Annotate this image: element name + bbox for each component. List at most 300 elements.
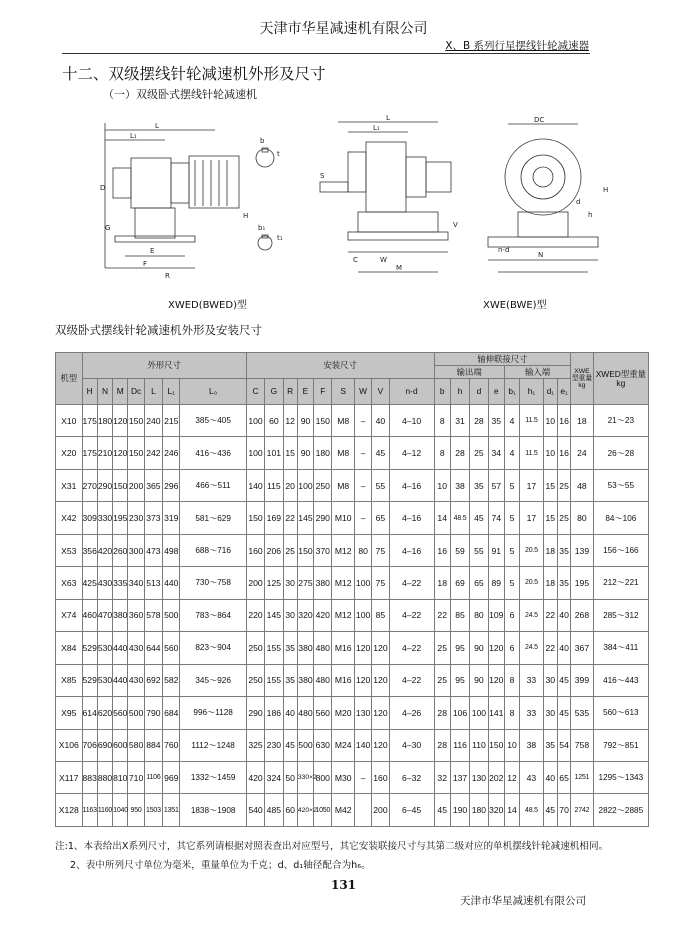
- note-2: 2、表中所列尺寸单位为毫米，重量单位为千克；d、d₁轴径配合为h₆。: [70, 860, 371, 871]
- table-cell: 2742: [571, 794, 593, 827]
- table-cell: 22: [434, 599, 450, 631]
- table-title: 双级卧式摆线针轮减速机外形及安装尺寸: [55, 323, 262, 337]
- table-cell: 10: [543, 405, 557, 437]
- table-cell: M16: [332, 632, 354, 664]
- table-cell: 380: [297, 664, 313, 696]
- table-cell: 25: [557, 502, 570, 534]
- svg-text:L: L: [155, 122, 159, 130]
- table-cell: 268: [571, 599, 593, 631]
- svg-text:d: d: [576, 198, 581, 206]
- section-title: 十二、双级摆线针轮减速机外形及尺寸: [62, 65, 326, 83]
- table-cell: 120: [372, 632, 389, 664]
- table-cell: 25: [470, 437, 488, 469]
- table-cell: 55: [372, 469, 389, 501]
- table-cell: 4–16: [389, 469, 434, 501]
- table-cell: 790: [144, 697, 162, 729]
- table-cell: 420: [97, 534, 112, 566]
- table-cell: 240: [144, 405, 162, 437]
- col-header: Dc: [128, 379, 144, 405]
- table-cell: 4–22: [389, 632, 434, 664]
- svg-text:H: H: [603, 186, 609, 194]
- table-cell: 45: [470, 502, 488, 534]
- table-cell: 100: [297, 469, 313, 501]
- table-cell: 35: [488, 405, 504, 437]
- table-cell: 370: [314, 534, 332, 566]
- table-cell: 8: [434, 437, 450, 469]
- table-row: [56, 729, 649, 761]
- table-cell: 84～106: [593, 502, 648, 534]
- table-cell: 430: [128, 664, 144, 696]
- table-cell: 200: [246, 567, 264, 599]
- table-cell: 20.5: [520, 567, 543, 599]
- table-cell: 16: [434, 534, 450, 566]
- table-cell: 560: [113, 697, 128, 729]
- col-header: G: [265, 379, 283, 405]
- table-cell: 69: [450, 567, 469, 599]
- svg-text:DC: DC: [534, 116, 545, 124]
- table-cell: 35: [470, 469, 488, 501]
- table-cell: 43: [520, 761, 543, 793]
- col-header: C: [246, 379, 264, 405]
- table-row: [56, 502, 649, 534]
- table-cell: 6: [504, 599, 519, 631]
- table-cell: 26～28: [593, 437, 648, 469]
- table-cell: 120: [354, 664, 371, 696]
- table-cell: 1160: [97, 794, 112, 827]
- table-cell: 150: [128, 405, 144, 437]
- table-cell: 230: [128, 502, 144, 534]
- table-cell: 22: [543, 632, 557, 664]
- table-cell: 180: [314, 437, 332, 469]
- table-cell: 1251: [571, 761, 593, 793]
- table-cell: 500: [297, 729, 313, 761]
- table-cell: 560: [314, 697, 332, 729]
- model-cell: X106: [56, 729, 83, 761]
- table-cell: 75: [372, 567, 389, 599]
- table-cell: 28: [434, 697, 450, 729]
- table-cell: 530: [97, 632, 112, 664]
- table-cell: 65: [372, 502, 389, 534]
- table-cell: 169: [265, 502, 283, 534]
- col-header: b: [434, 379, 450, 405]
- table-cell: 10: [434, 469, 450, 501]
- table-cell: 24: [571, 437, 593, 469]
- table-cell: 883: [82, 761, 97, 793]
- table-cell: M8: [332, 469, 354, 501]
- table-cell: 25: [434, 664, 450, 696]
- table-cell: 180: [97, 405, 112, 437]
- table-cell: 250: [246, 664, 264, 696]
- table-cell: 65: [470, 567, 488, 599]
- sub-title: （一）双级卧式摆线针轮减速机: [103, 88, 257, 101]
- table-cell: 690: [97, 729, 112, 761]
- svg-text:N: N: [538, 251, 544, 259]
- table-cell: 18: [543, 567, 557, 599]
- col-xwed-weight: XWED型重量kg: [593, 353, 648, 405]
- col-header: V: [372, 379, 389, 405]
- table-cell: 48.5: [450, 502, 469, 534]
- table-cell: 356: [82, 534, 97, 566]
- table-cell: 120: [488, 664, 504, 696]
- svg-text:W: W: [380, 256, 387, 264]
- table-cell: 130: [470, 761, 488, 793]
- table-cell: 320: [297, 599, 313, 631]
- company-footer: 天津市华星减速机有限公司: [460, 895, 586, 907]
- table-cell: 74: [488, 502, 504, 534]
- table-cell: 380: [314, 567, 332, 599]
- table-row: [56, 632, 649, 664]
- table-cell: 24.5: [520, 632, 543, 664]
- table-cell: 529: [82, 632, 97, 664]
- table-cell: –: [354, 761, 371, 793]
- table-cell: 684: [163, 697, 180, 729]
- table-cell: 24.5: [520, 599, 543, 631]
- svg-text:C: C: [353, 256, 358, 264]
- table-cell: 4–22: [389, 599, 434, 631]
- table-cell: 470: [97, 599, 112, 631]
- col-xwe-weight: XWE型重量kg: [571, 353, 593, 405]
- table-cell: 145: [297, 502, 313, 534]
- table-cell: 32: [434, 761, 450, 793]
- table-cell: 4–10: [389, 405, 434, 437]
- table-cell: 275: [297, 567, 313, 599]
- table-cell: 175: [82, 437, 97, 469]
- table-cell: 80: [354, 534, 371, 566]
- table-cell: 35: [557, 534, 570, 566]
- table-cell: 140: [246, 469, 264, 501]
- table-cell: 18: [571, 405, 593, 437]
- model-cell: X117: [56, 761, 83, 793]
- table-cell: [354, 794, 371, 827]
- table-cell: 12: [283, 405, 297, 437]
- table-row: [56, 567, 649, 599]
- table-cell: 200: [128, 469, 144, 501]
- table-cell: 644: [144, 632, 162, 664]
- table-cell: 513: [144, 567, 162, 599]
- table-cell: 45: [543, 794, 557, 827]
- table-cell: 466～511: [180, 469, 246, 501]
- table-cell: 384～411: [593, 632, 648, 664]
- table-cell: 20: [283, 469, 297, 501]
- model-cell: X42: [56, 502, 83, 534]
- table-cell: 106: [450, 697, 469, 729]
- table-cell: 190: [450, 794, 469, 827]
- table-cell: 45: [283, 729, 297, 761]
- table-cell: 120: [372, 664, 389, 696]
- table-cell: 195: [571, 567, 593, 599]
- table-cell: 33: [520, 697, 543, 729]
- col-header: d: [470, 379, 488, 405]
- table-cell: 1503: [144, 794, 162, 827]
- svg-text:t₁: t₁: [277, 234, 283, 242]
- table-cell: 160: [372, 761, 389, 793]
- table-row: [56, 534, 649, 566]
- table-cell: 320: [488, 794, 504, 827]
- table-cell: 5: [504, 469, 519, 501]
- table-cell: 60: [265, 405, 283, 437]
- table-cell: 155: [265, 664, 283, 696]
- table-cell: 45: [557, 664, 570, 696]
- table-cell: 140: [354, 729, 371, 761]
- table-cell: 430: [128, 632, 144, 664]
- table-cell: 1332～1459: [180, 761, 246, 793]
- table-cell: 150: [297, 534, 313, 566]
- col-header: N: [97, 379, 112, 405]
- table-cell: 220: [246, 599, 264, 631]
- table-cell: 90: [297, 437, 313, 469]
- table-cell: 4: [504, 405, 519, 437]
- group-shaft: 轴伸联接尺寸: [434, 353, 571, 366]
- svg-text:R: R: [165, 272, 170, 280]
- table-cell: 116: [450, 729, 469, 761]
- table-cell: 156～166: [593, 534, 648, 566]
- table-cell: 620: [97, 697, 112, 729]
- xwe-front-drawing: [478, 112, 613, 292]
- table-cell: 706: [82, 729, 97, 761]
- table-cell: 21～23: [593, 405, 648, 437]
- table-cell: 200: [372, 794, 389, 827]
- table-cell: 800: [314, 761, 332, 793]
- svg-text:b₁: b₁: [258, 224, 266, 232]
- table-cell: 430: [97, 567, 112, 599]
- svg-text:V: V: [453, 221, 458, 229]
- table-cell: 150: [113, 469, 128, 501]
- table-cell: 90: [470, 632, 488, 664]
- group-outer: 外形尺寸: [82, 353, 246, 379]
- table-cell: 45: [434, 794, 450, 827]
- table-cell: 12: [504, 761, 519, 793]
- xwe-side-drawing: [318, 112, 478, 292]
- table-cell: 4: [504, 437, 519, 469]
- table-cell: 109: [488, 599, 504, 631]
- table-cell: 17: [520, 502, 543, 534]
- table-cell: 420: [246, 761, 264, 793]
- table-cell: 59: [450, 534, 469, 566]
- col-header: h: [450, 379, 469, 405]
- table-cell: 85: [450, 599, 469, 631]
- table-cell: 57: [488, 469, 504, 501]
- table-cell: 8: [504, 664, 519, 696]
- table-cell: 996～1128: [180, 697, 246, 729]
- table-cell: 335: [113, 567, 128, 599]
- svg-text:D: D: [100, 184, 106, 192]
- table-cell: 180: [470, 794, 488, 827]
- table-cell: 18: [434, 567, 450, 599]
- model-cell: X84: [56, 632, 83, 664]
- table-cell: 420: [314, 599, 332, 631]
- table-cell: 373: [144, 502, 162, 534]
- table-cell: 33: [520, 664, 543, 696]
- table-cell: 30: [283, 599, 297, 631]
- table-cell: 730～758: [180, 567, 246, 599]
- table-cell: 399: [571, 664, 593, 696]
- table-cell: 110: [470, 729, 488, 761]
- table-cell: 416～443: [593, 664, 648, 696]
- xwed-drawing: [95, 118, 305, 288]
- figure-caption-xwe: XWE(BWE)型: [483, 300, 547, 311]
- table-cell: 30: [543, 664, 557, 696]
- svg-text:S: S: [320, 172, 325, 180]
- table-cell: 4–16: [389, 502, 434, 534]
- table-cell: 17: [520, 469, 543, 501]
- table-cell: 230: [265, 729, 283, 761]
- table-cell: M10: [332, 502, 354, 534]
- page-number: 131: [330, 878, 357, 892]
- table-row: [56, 761, 649, 793]
- table-cell: 15: [543, 502, 557, 534]
- table-cell: 40: [543, 761, 557, 793]
- table-cell: 330: [97, 502, 112, 534]
- svg-text:F: F: [143, 260, 148, 268]
- col-header: H: [82, 379, 97, 405]
- table-cell: 473: [144, 534, 162, 566]
- table-cell: 35: [283, 632, 297, 664]
- table-cell: 440: [113, 632, 128, 664]
- table-cell: 212～221: [593, 567, 648, 599]
- col-header: h₁: [520, 379, 543, 405]
- table-cell: 580: [128, 729, 144, 761]
- table-cell: 330×2: [297, 761, 313, 793]
- table-cell: 25: [434, 632, 450, 664]
- table-cell: 8: [504, 697, 519, 729]
- model-cell: X128: [56, 794, 83, 827]
- table-cell: 100: [354, 599, 371, 631]
- table-cell: 34: [488, 437, 504, 469]
- group-input-end: 输入端: [504, 366, 570, 379]
- table-cell: 1040: [113, 794, 128, 827]
- table-cell: 480: [297, 697, 313, 729]
- table-cell: 810: [113, 761, 128, 793]
- table-cell: 15: [543, 469, 557, 501]
- table-cell: 100: [246, 405, 264, 437]
- table-cell: 70: [557, 794, 570, 827]
- table-cell: 40: [283, 697, 297, 729]
- table-cell: 420×2: [297, 794, 313, 827]
- table-cell: 22: [283, 502, 297, 534]
- table-cell: 319: [163, 502, 180, 534]
- table-cell: 485: [265, 794, 283, 827]
- svg-text:E: E: [150, 247, 155, 255]
- table-cell: 367: [571, 632, 593, 664]
- table-cell: 290: [246, 697, 264, 729]
- svg-text:t: t: [277, 150, 280, 158]
- table-cell: 290: [97, 469, 112, 501]
- table-cell: 581～629: [180, 502, 246, 534]
- table-cell: 141: [488, 697, 504, 729]
- table-cell: 90: [470, 664, 488, 696]
- table-cell: 130: [354, 697, 371, 729]
- table-cell: 380: [297, 632, 313, 664]
- table-cell: 560～613: [593, 697, 648, 729]
- table-cell: 10: [504, 729, 519, 761]
- table-cell: 416～436: [180, 437, 246, 469]
- table-cell: 22: [543, 599, 557, 631]
- table-cell: 500: [128, 697, 144, 729]
- table-cell: 120: [488, 632, 504, 664]
- table-row: [56, 794, 649, 827]
- table-cell: 710: [128, 761, 144, 793]
- table-cell: 692: [144, 664, 162, 696]
- table-cell: 100: [354, 567, 371, 599]
- note-1: 注:1、本表给出X系列尺寸，其它系列请根据对照表查出对应型号，其它安装联接尺寸与其第二级对应的单机摆线针轮减速机相同。: [55, 841, 609, 852]
- table-cell: 30: [283, 567, 297, 599]
- table-cell: 53～55: [593, 469, 648, 501]
- table-cell: 1106: [144, 761, 162, 793]
- svg-text:L: L: [386, 114, 390, 122]
- model-cell: X20: [56, 437, 83, 469]
- table-cell: 540: [246, 794, 264, 827]
- table-cell: 18: [543, 534, 557, 566]
- table-cell: 48: [571, 469, 593, 501]
- table-cell: 325: [246, 729, 264, 761]
- table-cell: M24: [332, 729, 354, 761]
- table-cell: 210: [97, 437, 112, 469]
- model-cell: X74: [56, 599, 83, 631]
- svg-text:h: h: [588, 211, 593, 219]
- table-cell: 11.5: [520, 405, 543, 437]
- table-cell: 440: [113, 664, 128, 696]
- table-cell: 630: [314, 729, 332, 761]
- table-cell: 14: [434, 502, 450, 534]
- table-cell: M8: [332, 437, 354, 469]
- table-cell: 25: [283, 534, 297, 566]
- table-cell: 4–16: [389, 534, 434, 566]
- col-header: L₀: [180, 379, 246, 405]
- table-cell: 296: [163, 469, 180, 501]
- table-cell: –: [354, 469, 371, 501]
- table-cell: 380: [113, 599, 128, 631]
- table-cell: 560: [163, 632, 180, 664]
- dimension-table: [55, 352, 649, 827]
- table-cell: 100: [246, 437, 264, 469]
- table-cell: 1351: [163, 794, 180, 827]
- table-cell: 16: [557, 437, 570, 469]
- table-cell: 340: [128, 567, 144, 599]
- table-cell: 175: [82, 405, 97, 437]
- table-cell: 6–45: [389, 794, 434, 827]
- series-tag: X、B 系列行星摆线针轮减速器: [445, 40, 589, 52]
- table-cell: 150: [128, 437, 144, 469]
- table-row: [56, 697, 649, 729]
- table-cell: 360: [128, 599, 144, 631]
- table-cell: 90: [297, 405, 313, 437]
- table-row: [56, 437, 649, 469]
- table-cell: 8: [434, 405, 450, 437]
- table-cell: 969: [163, 761, 180, 793]
- table-cell: 535: [571, 697, 593, 729]
- table-cell: 28: [470, 405, 488, 437]
- table-cell: 792～851: [593, 729, 648, 761]
- table-cell: 300: [128, 534, 144, 566]
- table-cell: 783～864: [180, 599, 246, 631]
- table-cell: 50: [283, 761, 297, 793]
- table-cell: 884: [144, 729, 162, 761]
- table-cell: 4–22: [389, 567, 434, 599]
- col-header: W: [354, 379, 371, 405]
- table-cell: 324: [265, 761, 283, 793]
- table-cell: 25: [557, 469, 570, 501]
- table-cell: 35: [283, 664, 297, 696]
- col-model: 机型: [56, 353, 83, 405]
- table-cell: 55: [470, 534, 488, 566]
- col-header: M: [113, 379, 128, 405]
- table-cell: 250: [246, 632, 264, 664]
- table-cell: M12: [332, 599, 354, 631]
- table-cell: 35: [557, 567, 570, 599]
- table-cell: 15: [283, 437, 297, 469]
- table-cell: 440: [163, 567, 180, 599]
- col-header: d₁: [543, 379, 557, 405]
